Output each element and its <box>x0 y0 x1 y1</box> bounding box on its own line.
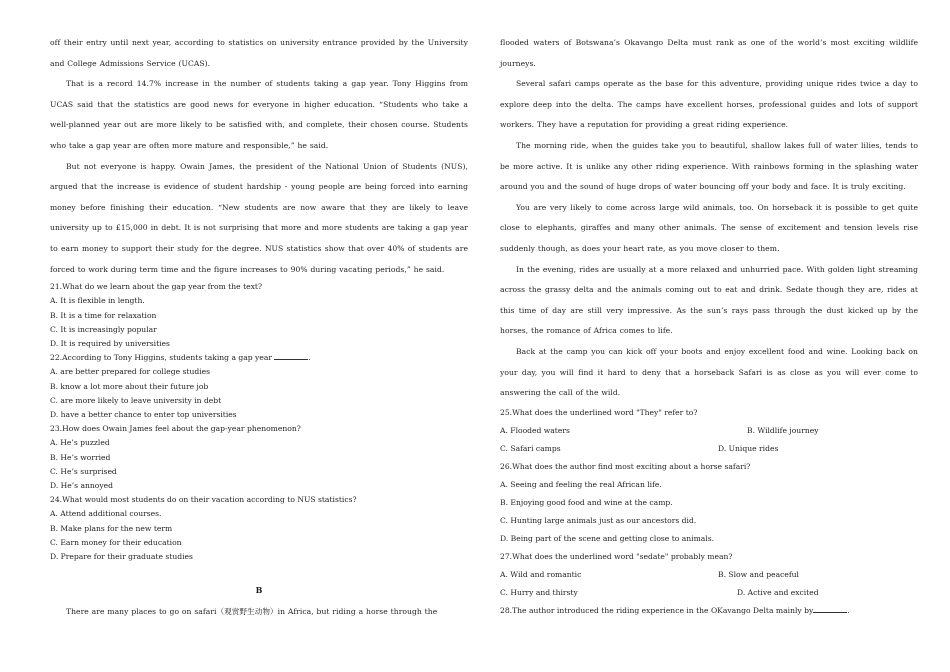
question-27 <box>500 548 918 602</box>
section-label: B <box>255 585 263 596</box>
option-b: B. know a lot more about their future job <box>50 381 209 391</box>
question-28 <box>500 602 918 620</box>
question-stem: 24.What would most students do on their vacation according to NUS statistics? <box>50 495 357 505</box>
right-column <box>500 33 918 620</box>
question-21 <box>50 280 468 351</box>
option-a: A. Seeing and feeling the real African life. <box>500 479 662 489</box>
option-b: B. Wildlife journey <box>747 425 819 435</box>
question-stem-tail: . <box>308 353 311 363</box>
option-c: C. are more likely to leave university in debt <box>50 395 222 405</box>
option-row <box>500 440 918 458</box>
question-22 <box>50 351 468 422</box>
option-c: C. Hurry and thirsty <box>500 587 578 597</box>
passage-b-paragraph-back: Back at the camp you can kick off your boots and enjoy excellent food and wine. Looking back on your day, you will find it hard to deny that a horseback Safari is as close as you will ever come to answering the call of the wild. <box>500 346 918 398</box>
question-25 <box>500 404 918 458</box>
passage-b-paragraph-morning: The morning ride, when the guides take you to beautiful, shallow lakes full of water lilies, tends to be more active. It is unlike any other riding experience. With rainbows forming in the splashing water around you and the sound of huge drops of water bouncing off your body and face. It is truly exciting. <box>500 140 918 192</box>
option-c: C. It is increasingly popular <box>50 324 157 334</box>
question-26 <box>500 458 918 548</box>
option-c: C. He’s surprised <box>50 466 117 476</box>
question-stem-text: 28.The author introduced the riding experience in the OKavango Delta mainly by <box>500 605 814 615</box>
option-b: B. It is a time for relaxation <box>50 310 157 320</box>
question-stem: 25.What does the underlined word "They" refer to? <box>500 407 698 417</box>
option-a: A. Wild and romantic <box>500 569 582 579</box>
question-stem: 27.What does the underlined word "sedate" probably mean? <box>500 551 733 561</box>
option-row <box>500 566 918 584</box>
passage-b-paragraph-camps: Several safari camps operate as the base for this adventure, providing unique rides twice a day to explore deep into the delta. The camps have excellent horses, professional guides and lots of support workers. They have a reputation for providing a great riding experience. <box>500 79 918 130</box>
option-row <box>500 584 918 602</box>
option-c: C. Hunting large animals just as our ancestors did. <box>500 515 697 525</box>
option-b: B. Enjoying good food and wine at the camp. <box>500 497 673 507</box>
option-d: D. have a better chance to enter top universities <box>50 409 237 419</box>
option-b: B. Make plans for the new term <box>50 523 173 533</box>
option-a: A. He’s puzzled <box>50 438 110 448</box>
option-c: C. Earn money for their education <box>50 537 182 547</box>
option-d: D. It is required by universities <box>50 338 170 348</box>
question-stem <box>50 351 468 365</box>
option-a: A. Attend additional courses. <box>50 509 162 519</box>
option-d: D. Active and excited <box>737 587 819 597</box>
passage-b-paragraph-animals: You are very likely to come across large wild animals, too. On horseback it is possible to get quite close to elephants, giraffes and many other animals. The sense of excitement and tension levels rise suddenly though, as does your heart rate, as you move closer to them. <box>500 202 918 253</box>
option-d: D. Prepare for their graduate studies <box>50 551 193 561</box>
question-stem <box>500 602 918 620</box>
passage-a-paragraph-unhappy: But not everyone is happy. Owain James, the president of the National Union of Students (NUS), argued that the increase is evidence of student hardship - young people are being forced into earning money before finishing their education. “New students are now aware that they are likely to leave university up to £15,000 in debt. It is not surprising that more and more students are taking a gap year to earn money to support their study for the degree. NUS statistics show that over 40% of students are forced to work during term time and the figure increases to 90% during vacating periods,” he said. <box>50 161 468 274</box>
passage-b-paragraph-evening: In the evening, rides are usually at a more relaxed and unhurried pace. With golden light streaming across the grassy delta and the animals coming out to eat and drink. Sedate though they are, rides at this time of day are still very impressive. As the sun’s rays pass through the dust kicked up by the horses, the romance of Africa comes to life. <box>500 264 918 336</box>
answer-blank <box>274 352 311 363</box>
question-24 <box>50 493 468 564</box>
question-23 <box>50 422 468 493</box>
option-d: D. He’s annoyed <box>50 480 114 490</box>
option-row <box>500 422 918 440</box>
question-stem: 26.What does the author find most exciting about a horse safari? <box>500 461 751 471</box>
question-stem-tail: . <box>847 605 850 615</box>
option-b: B. He’s worried <box>50 452 111 462</box>
option-d: D. Being part of the scene and getting close to animals. <box>500 533 715 543</box>
option-a: A. It is flexible in length. <box>50 296 145 306</box>
question-stem: 21.What do we learn about the gap year from the text? <box>50 282 263 292</box>
option-c: C. Safari camps <box>500 443 561 453</box>
option-a: A. Flooded waters <box>500 425 570 435</box>
left-column <box>50 33 468 623</box>
option-b: B. Slow and peaceful <box>718 569 799 579</box>
passage-a-continuation: off their entry until next year, according to statistics on university entrance provided by the University and College Admissions Service (UCAS). <box>50 38 468 68</box>
answer-blank <box>813 605 850 615</box>
question-stem-text: 22.According to Tony Higgins, students taking a gap year <box>50 353 272 363</box>
passage-b-intro: There are many places to go on safari（观赏野生动物）in Africa, but riding a horse through the <box>66 607 438 617</box>
passage-b-continuation: flooded waters of Botswana’s Okavango Delta must rank as one of the world’s most exciting wildlife journeys. <box>500 38 918 68</box>
question-stem: 23.How does Owain James feel about the gap-year phenomenon? <box>50 424 301 434</box>
passage-a-paragraph-record: That is a record 14.7% increase in the number of students taking a gap year. Tony Higgins from UCAS said that the statistics are good news for everyone in higher education. “Students who take a well-planned year out are more likely to be satisfied with, and complete, their chosen course. Students who take a gap year are often more mature and responsible,” he said. <box>50 79 468 150</box>
option-a: A. are better prepared for college studies <box>50 367 211 377</box>
option-d: D. Unique rides <box>718 443 779 453</box>
